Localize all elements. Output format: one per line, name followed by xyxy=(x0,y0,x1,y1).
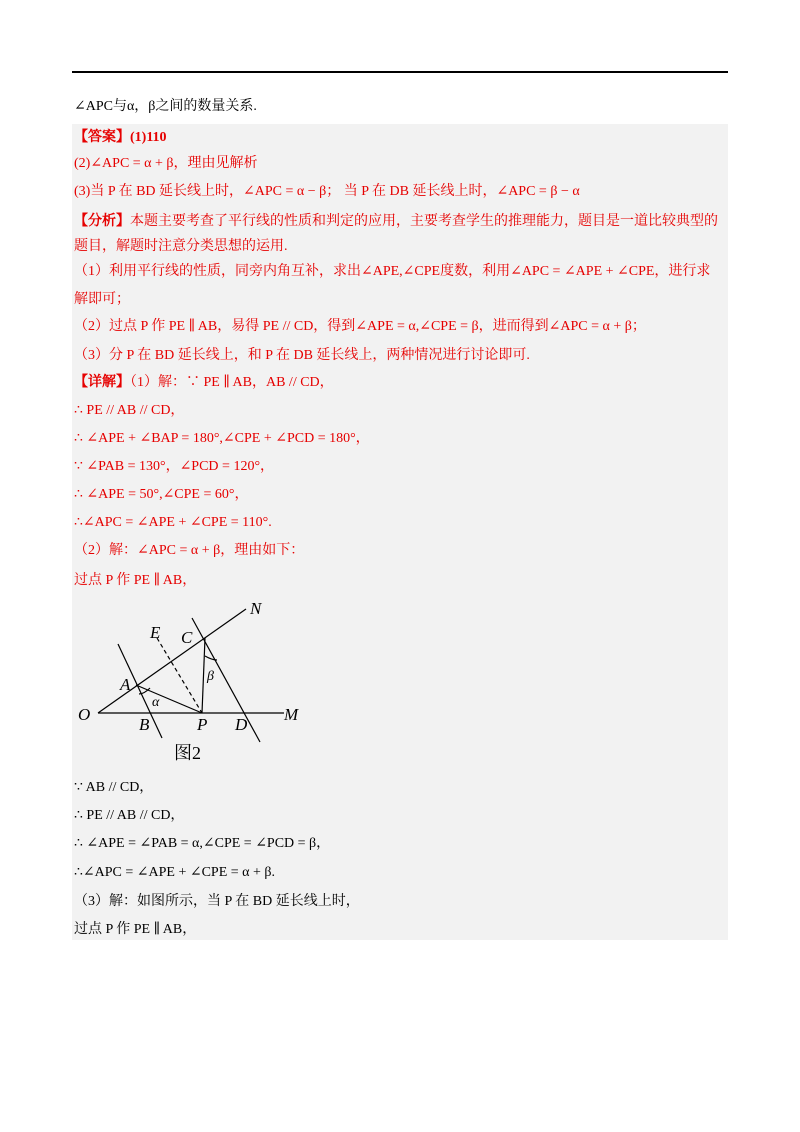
analysis-line-3: （1）利用平行线的性质，同旁内角互补，求出∠APE,∠CPE度数，利用∠APC = ∠APE + ∠CPE，进行求 xyxy=(74,264,711,279)
label-P: P xyxy=(197,715,208,734)
answer-label: 【答案】 xyxy=(74,130,130,145)
answer-part-1: (1)110 xyxy=(130,130,167,145)
label-O: O xyxy=(78,705,91,724)
detail-line-11: ∴ ∠APE = ∠PAB = α,∠CPE = ∠PCD = β， xyxy=(74,836,331,851)
detail-line-10: ∴ PE // AB // CD， xyxy=(74,808,185,823)
analysis-text-1: 本题主要考查了平行线的性质和判定的应用，主要考查学生的推理能力，题目是一道比较典型的 xyxy=(130,214,718,229)
analysis-line-4: 解即可； xyxy=(74,292,130,307)
label-B: B xyxy=(139,715,150,734)
detail-line-2: ∴ PE // AB // CD， xyxy=(74,403,185,418)
detail-line-6: ∴∠APC = ∠APE + ∠CPE = 110°. xyxy=(74,515,272,530)
header-rule xyxy=(72,71,728,73)
ray-ON xyxy=(98,609,246,713)
analysis-line-6: （3）分 P 在 BD 延长线上，和 P 在 DB 延长线上，两种情况进行讨论即可. xyxy=(74,348,530,363)
detail-label: 【详解】 xyxy=(74,375,130,390)
detail-line-1 xyxy=(74,373,334,393)
label-alpha: α xyxy=(152,695,160,710)
detail-line-14: 过点 P 作 PE ∥ AB， xyxy=(74,922,197,937)
analysis-line-5: （2）过点 P 作 PE ∥ AB，易得 PE // CD，得到∠APE = α,∠CPE = β，进而得到∠APC = α + β； xyxy=(74,319,646,334)
detail-line-5: ∴ ∠APE = 50°,∠CPE = 60°， xyxy=(74,487,249,502)
detail-line-13: （3）解：如图所示，当 P 在 BD 延长线上时， xyxy=(74,894,360,909)
answer-line-1 xyxy=(74,128,167,148)
label-N: N xyxy=(250,599,262,618)
analysis-line-1 xyxy=(74,212,718,232)
geometry-figure xyxy=(72,598,332,770)
analysis-label: 【分析】 xyxy=(74,214,130,229)
detail-text-1: （1）解：∵ PE ∥ AB，AB // CD， xyxy=(130,375,334,390)
label-D: D xyxy=(235,715,248,734)
dashed-PE xyxy=(157,638,202,713)
label-E: E xyxy=(150,623,161,642)
detail-line-3: ∴ ∠APE + ∠BAP = 180°,∠CPE + ∠PCD = 180°， xyxy=(74,431,370,446)
label-C: C xyxy=(181,628,193,647)
detail-line-9: ∵ AB // CD， xyxy=(74,780,154,795)
analysis-line-2: 题目，解题时注意分类思想的运用. xyxy=(74,239,288,254)
detail-line-4: ∵ ∠PAB = 130°，∠PCD = 120°， xyxy=(74,459,275,474)
label-beta: β xyxy=(207,669,214,684)
segment-AP xyxy=(136,685,202,713)
detail-line-8: 过点 P 作 PE ∥ AB， xyxy=(74,573,197,588)
figure-caption: 图2 xyxy=(174,743,201,763)
label-A: A xyxy=(120,675,131,694)
angle-beta-arc xyxy=(205,656,217,660)
segment-CP xyxy=(202,638,205,713)
detail-line-7: （2）解：∠APC = α + β，理由如下： xyxy=(74,543,305,558)
answer-part-2: (2)∠APC = α + β，理由见解析 xyxy=(74,156,258,171)
intro-text: ∠APC与α，β之间的数量关系. xyxy=(74,99,257,114)
answer-part-3: (3)当 P 在 BD 延长线上时，∠APC = α − β； 当 P 在 DB 延长线上时，∠APC = β − α xyxy=(74,184,580,199)
label-M: M xyxy=(284,705,299,724)
detail-line-12: ∴∠APC = ∠APE + ∠CPE = α + β. xyxy=(74,865,275,880)
